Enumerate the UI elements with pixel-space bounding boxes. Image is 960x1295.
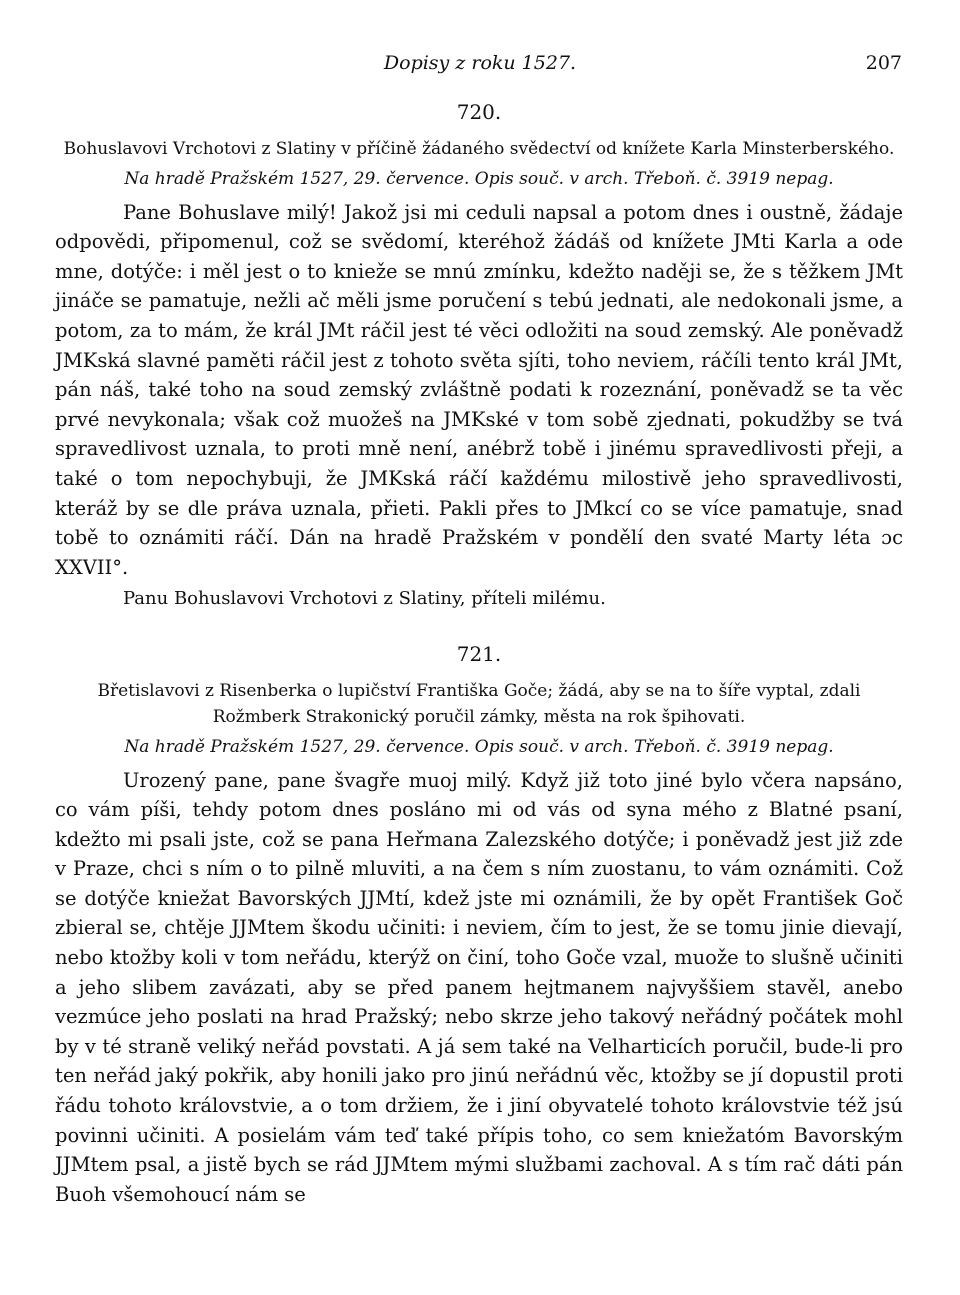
letter-summary: Bohuslavovi Vrchotovi z Slatiny v příčině žádaného svědectví od knížete Karla Minsterberského. [63, 138, 895, 159]
letter-source: Na hradě Pražském 1527, 29. července. Opis souč. v arch. Třeboň. č. 3919 nepag. [124, 736, 834, 757]
letter-text: Pane Bohuslave milý! Jakož jsi mi ceduli napsal a potom dnes i oustně, žádaje odpovědi, připomenul, což se svědomí, kteréhož žádáš od knížete JMti Karla a ode mne, dotýče: i měl jest o to knieže se mnú zmínku, kdežto naději se, že s těžkem JMt jináče se pamatuje, nežli ač měli jsme poručení s tebú jednati, ale nedokonali jsme, a potom, za to mám, že král JMt ráčil jest té věci odložiti na soud zemský. Ale poněvadž JMKská slavné paměti ráčil jest z tohoto světa sjíti, toho neviem, ráčíli tento král JMt, pán náš, také toho na soud zemský zvláštně podati k rozeznání, poněvadž se ta věc prvé nevykonala; však což muožeš na JMKské v tom sobě zjednati, pokudžby se tvá spravedlivost uznala, to proti mně není, anébrž tobě i jinému spravedlivosti přeji, a také o tom nepochybuji, že JMKská ráčí každému milostivě jeho spravedlivosti, kteráž by se dle práva uznala, přieti. Pakli přes to JMkcí co se více pamatuje, snad tobě to oznámiti ráčí. Dán na hradě Pražském v pondělí den svaté Marty léta ɔc XXVII°. [55, 200, 903, 579]
page-number: 207 [865, 52, 902, 74]
letter-summary: Břetislavovi z Risenberka o lupičství Františka Goče; žádá, aby se na to šíře vyptal, zdali Rožmberk Strakonický poručil zámky, města na rok špihovati. [97, 680, 861, 727]
running-title: Dopisy z roku 1527. [383, 52, 577, 74]
letter-720 [55, 98, 903, 614]
letter-number: 721. [456, 641, 502, 666]
letter-721 [55, 640, 903, 1210]
letter-source: Na hradě Pražském 1527, 29. července. Opis souč. v arch. Třeboň. č. 3919 nepag. [124, 168, 834, 189]
letter-text: Urozený pane, pane švagře muoj milý. Když již toto jiné bylo včera napsáno, co vám píši, tehdy potom dnes posláno mi od vás od syna mého z Blatné psaní, kdežto mi psali jste, což se pana Heřmana Zalezského dotýče; i poněvadž jest již zde v Praze, chci s ním o to pilně mluviti, a na čem s ním zuostanu, to vám oznámiti. Což se dotýče kniežat Bavorských JJMtí, kdež jste mi oznámili, že by opět František Goč zbieral se, chtěje JJMtem škodu učiniti: i neviem, čím to jest, že se tomu jinie dievají, nebo ktožby koli v tom neřádu, kterýž on činí, toho Goče vzal, muože to slušně učiniti a jeho slibem zavázati, aby se před panem hejtmanem najvyššiem stavěl, anebo vezmúce jeho poslati na hrad Pražský; nebo skrze jeho takový neřádný počátek mohl by v té straně veliký neřád povstati. A já sem také na Velharticích poručil, bude-li pro ten neřád jaký pokřik, aby honili jako pro jinú neřádnú věc, ktožby se jí dopustil proti řádu tohoto královstvie, a o tom držiem, že i jiní obyvatelé tohoto královstvie též jsú povinni učiniti. A posielám vám teď také přípis toho, co sem kniežatóm Bavorským JJMtem psal, a jistě bych se rád JJMtem mými službami zachoval. A s tím rač dáti pán Buoh všemohoucí nám se [55, 768, 903, 1206]
page-body [55, 98, 903, 1209]
letter-number: 720. [456, 100, 502, 124]
page-header [0, 52, 960, 82]
letter-address: Panu Bohuslavovi Vrchotovi z Slatiny, příteli milému. [123, 588, 606, 610]
section-gap [55, 614, 903, 640]
